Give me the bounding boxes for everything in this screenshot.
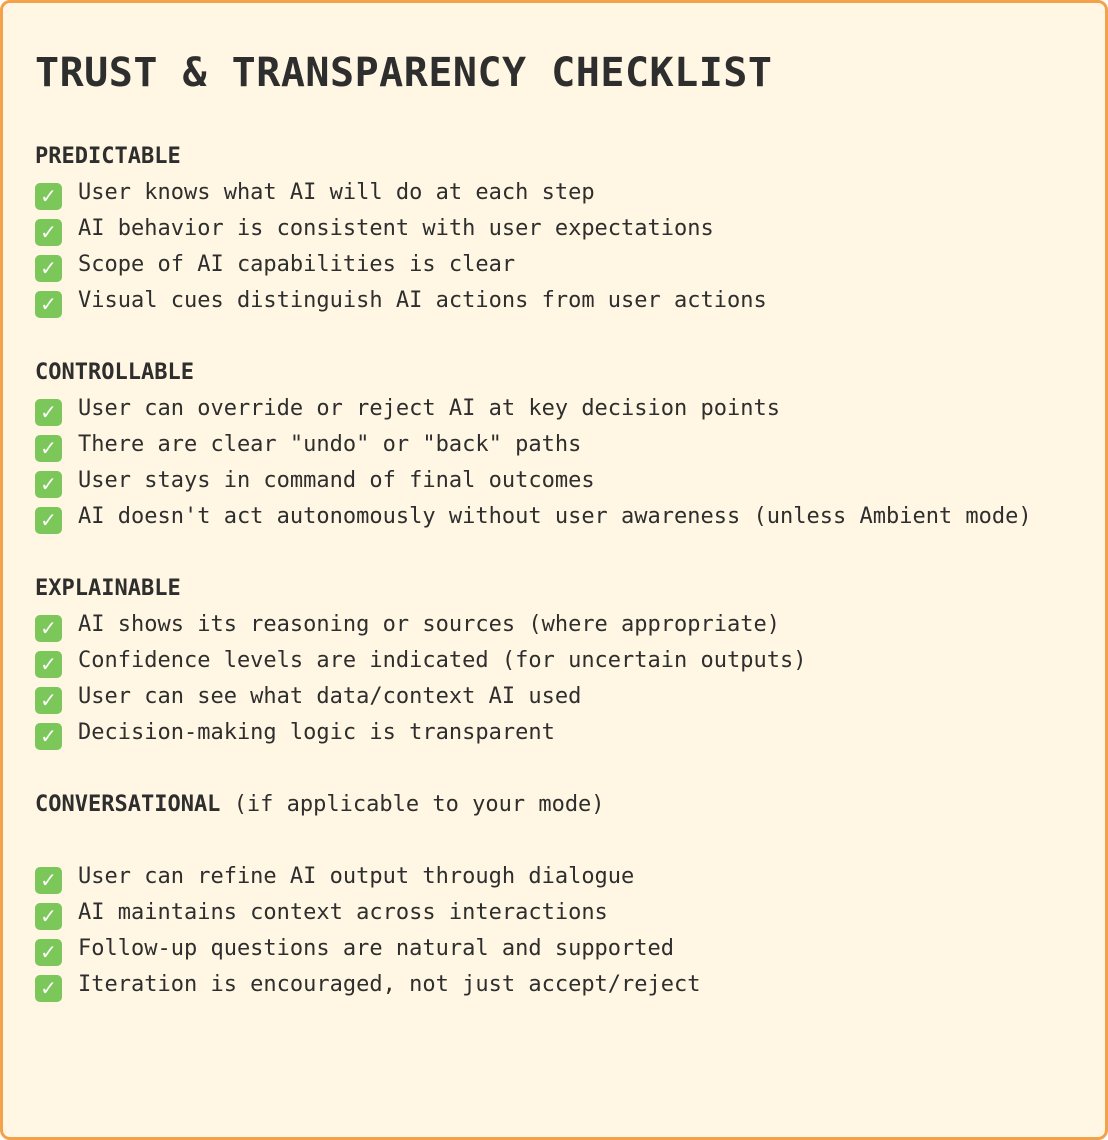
- section-heading-name: CONTROLLABLE: [35, 360, 194, 385]
- checklist-item-text: User can refine AI output through dialogue: [78, 864, 635, 889]
- checklist-item-text: AI maintains context across interactions: [78, 900, 608, 925]
- checklist-item-text: There are clear "undo" or "back" paths: [78, 432, 582, 457]
- check-mark-icon: ✓: [35, 471, 62, 498]
- check-mark-icon: ✓: [35, 399, 62, 426]
- section-heading-note: (if applicable to your mode): [233, 792, 605, 817]
- checklist-item: [35, 895, 1073, 931]
- section-heading-name: PREDICTABLE: [35, 144, 181, 169]
- check-mark-icon: ✓: [35, 435, 62, 462]
- check-mark-icon: ✓: [35, 183, 62, 210]
- checklist-item: [35, 679, 1073, 715]
- checklist-item-text: Decision-making logic is transparent: [78, 720, 555, 745]
- check-mark-icon: ✓: [35, 291, 62, 318]
- checklist-item-text: User can see what data/context AI used: [78, 684, 582, 709]
- check-mark-icon: ✓: [35, 615, 62, 642]
- checklist-item: [35, 859, 1073, 895]
- check-mark-icon: ✓: [35, 687, 62, 714]
- checklist-item: [35, 427, 1073, 463]
- section-heading-name: CONVERSATIONAL: [35, 792, 221, 817]
- section-heading-name: EXPLAINABLE: [35, 576, 181, 601]
- section-heading: [35, 139, 1073, 175]
- checklist-item: [35, 967, 1073, 1003]
- checklist-item: [35, 931, 1073, 967]
- checklist-item-text: AI shows its reasoning or sources (where appropriate): [78, 612, 780, 637]
- check-mark-icon: ✓: [35, 867, 62, 894]
- section-predictable: [35, 139, 1073, 319]
- section-heading: [35, 571, 1073, 607]
- check-mark-icon: ✓: [35, 219, 62, 246]
- checklist-item-text: AI behavior is consistent with user expectations: [78, 216, 714, 241]
- checklist-item-text: User knows what AI will do at each step: [78, 180, 595, 205]
- spacer: [35, 823, 1073, 859]
- check-mark-icon: ✓: [35, 939, 62, 966]
- checklist-item: [35, 463, 1073, 499]
- page-title: TRUST & TRANSPARENCY CHECKLIST: [35, 50, 773, 96]
- checklist-item-text: Visual cues distinguish AI actions from user actions: [78, 288, 767, 313]
- checklist-item: [35, 391, 1073, 427]
- checklist-item: [35, 715, 1073, 751]
- check-mark-icon: ✓: [35, 507, 62, 534]
- check-mark-icon: ✓: [35, 975, 62, 1002]
- checklist-item-text: Confidence levels are indicated (for uncertain outputs): [78, 648, 807, 673]
- checklist-item: [35, 247, 1073, 283]
- checklist-item: [35, 175, 1073, 211]
- check-mark-icon: ✓: [35, 255, 62, 282]
- section-heading: [35, 355, 1073, 391]
- checklist-item: [35, 211, 1073, 247]
- checklist-item: [35, 499, 1073, 535]
- checklist-item: [35, 607, 1073, 643]
- section-conversational: [35, 787, 1073, 1003]
- check-mark-icon: ✓: [35, 903, 62, 930]
- section-explainable: [35, 571, 1073, 751]
- checklist-item: [35, 283, 1073, 319]
- section-controllable: [35, 355, 1073, 535]
- check-mark-icon: ✓: [35, 651, 62, 678]
- checklist-item-text: User stays in command of final outcomes: [78, 468, 595, 493]
- checklist-item-text: AI doesn't act autonomously without user awareness (unless Ambient mode): [78, 504, 1032, 529]
- checklist-item-text: User can override or reject AI at key decision points: [78, 396, 780, 421]
- section-heading: [35, 787, 1073, 823]
- check-mark-icon: ✓: [35, 723, 62, 750]
- checklist-item-text: Iteration is encouraged, not just accept/reject: [78, 972, 701, 997]
- checklist-item-text: Scope of AI capabilities is clear: [78, 252, 516, 277]
- checklist-item: [35, 643, 1073, 679]
- checklist-item-text: Follow-up questions are natural and supported: [78, 936, 675, 961]
